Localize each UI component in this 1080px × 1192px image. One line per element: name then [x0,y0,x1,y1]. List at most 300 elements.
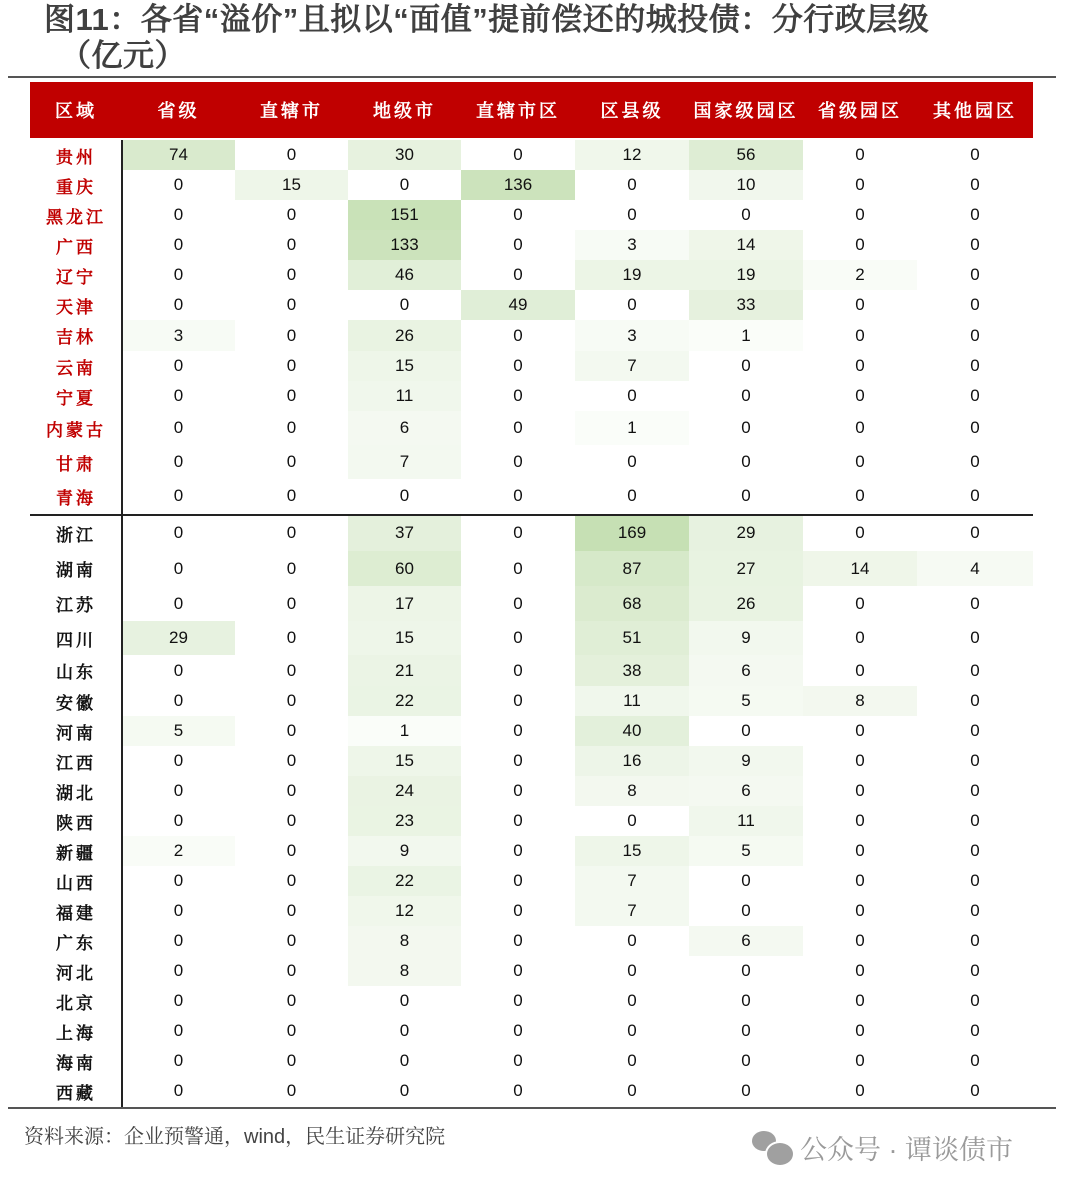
wechat-icon [752,1131,792,1165]
value-cell: 0 [513,691,523,710]
value-cell: 0 [173,205,184,224]
value-cell: 0 [627,1021,637,1040]
value-cell: 0 [855,235,865,254]
value-cell: 0 [855,931,865,950]
region-label: 河南 [56,723,96,744]
table-row [30,381,1033,411]
value-cell: 0 [741,871,751,890]
value-cell: 8 [348,926,461,956]
value-cell: 0 [173,356,184,375]
value-cell: 2 [803,260,917,290]
value-cell: 12 [575,140,689,170]
value-cell: 56 [689,140,803,170]
value-cell: 6 [689,926,803,956]
value-cell: 8 [803,686,917,716]
value-cell: 0 [399,991,410,1010]
value-cell: 0 [286,751,297,770]
table-row [30,260,1033,290]
value-cell: 0 [855,418,865,437]
value-cell: 0 [970,931,980,950]
value-cell: 0 [286,841,297,860]
value-cell: 0 [627,486,637,505]
data-table [30,140,1033,1106]
value-cell: 0 [286,721,297,740]
region-label: 福建 [56,903,96,924]
value-cell: 0 [970,1081,980,1100]
value-cell: 0 [173,811,184,830]
value-cell: 0 [627,205,637,224]
value-cell: 0 [855,523,865,542]
value-cell: 40 [575,716,689,746]
top-rule [8,76,1056,78]
table-row [30,1046,1033,1076]
value-cell: 1 [348,716,461,746]
region-label: 内蒙古 [46,420,106,441]
value-cell: 0 [173,1021,184,1040]
value-cell: 0 [741,721,751,740]
value-cell: 0 [286,660,297,680]
table-row [30,746,1033,776]
table-row [30,1076,1033,1106]
table-row [30,479,1033,513]
value-cell: 0 [173,593,184,613]
table-row [30,140,1033,170]
value-cell: 0 [513,901,523,920]
value-cell: 0 [627,386,637,405]
value-cell: 0 [286,418,297,437]
value-cell: 0 [970,841,980,860]
column-header: 省级园区 [818,101,902,122]
value-cell: 0 [286,145,297,164]
value-cell: 0 [286,265,297,284]
value-cell: 7 [348,445,461,479]
value-cell: 27 [689,551,803,586]
value-cell: 0 [741,1051,751,1070]
value-cell: 0 [399,1081,410,1100]
value-cell: 8 [575,776,689,806]
value-cell: 0 [855,1081,865,1100]
value-cell: 0 [173,1081,184,1100]
value-cell: 0 [855,175,865,194]
column-header: 区域 [55,101,97,122]
value-cell: 0 [286,628,297,647]
value-cell: 0 [513,558,523,578]
table-row [30,170,1033,200]
value-cell: 0 [173,961,184,980]
value-cell: 0 [286,781,297,800]
value-cell: 87 [575,551,689,586]
region-label: 广西 [56,237,96,258]
value-cell: 0 [970,871,980,890]
region-label: 海南 [56,1053,96,1074]
region-label: 天津 [56,297,96,318]
value-cell: 0 [286,1051,297,1070]
table-row [30,655,1033,686]
table-row [30,351,1033,381]
table-row [30,896,1033,926]
value-cell: 22 [348,866,461,896]
region-label: 西藏 [56,1083,96,1104]
value-cell: 0 [286,1021,297,1040]
value-cell: 16 [575,746,689,776]
value-cell: 68 [575,586,689,621]
value-cell: 0 [286,295,297,314]
value-cell: 0 [513,961,523,980]
value-cell: 133 [348,230,461,260]
value-cell: 0 [970,175,980,194]
value-cell: 0 [173,386,184,405]
value-cell: 0 [855,325,865,345]
value-cell: 1 [689,320,803,351]
value-cell: 29 [122,621,235,655]
table-header [30,82,1033,138]
value-cell: 0 [741,452,751,471]
value-cell: 5 [689,686,803,716]
region-label: 新疆 [56,843,96,864]
column-header: 直辖市区 [476,101,560,122]
title-line-1: 图11：各省“溢价”且拟以“面值”提前偿还的城投债：分行政层级 [44,2,930,37]
value-cell: 0 [513,386,523,405]
column-header: 国家级园区 [693,101,799,122]
value-cell: 0 [970,781,980,800]
table-row [30,806,1033,836]
value-cell: 10 [689,170,803,200]
watermark [752,1128,1013,1167]
chart-title [44,2,1064,74]
value-cell: 0 [399,1051,410,1070]
value-cell: 1 [575,411,689,445]
region-label: 江苏 [56,596,96,616]
value-cell: 0 [286,991,297,1010]
region-label: 四川 [56,630,96,651]
value-cell: 0 [173,265,184,284]
region-label: 上海 [56,1023,96,1044]
value-cell: 0 [855,593,865,613]
value-cell: 37 [348,515,461,551]
value-cell: 0 [399,295,410,314]
value-cell: 0 [970,205,980,224]
value-cell: 0 [173,418,184,437]
region-label: 青海 [56,488,96,509]
value-cell: 0 [970,1021,980,1040]
value-cell: 0 [513,356,523,375]
value-cell: 7 [575,866,689,896]
value-cell: 0 [970,356,980,375]
value-cell: 0 [970,295,980,314]
value-cell: 15 [348,621,461,655]
value-cell: 0 [970,691,980,710]
value-cell: 0 [513,841,523,860]
source-note: 资料来源：企业预警通，wind，民生证券研究院 [24,1126,446,1148]
value-cell: 0 [855,901,865,920]
value-cell: 0 [286,811,297,830]
value-cell: 0 [173,523,184,542]
bottom-rule [8,1107,1056,1109]
value-cell: 0 [970,901,980,920]
table-row [30,866,1033,896]
group-separator [30,514,1033,516]
value-cell: 6 [689,776,803,806]
value-cell: 0 [173,931,184,950]
value-cell: 0 [855,1051,865,1070]
value-cell: 0 [513,751,523,770]
value-cell: 12 [348,896,461,926]
region-label: 广东 [56,933,96,954]
value-cell: 14 [803,551,917,586]
value-cell: 0 [513,235,523,254]
table-row [30,230,1033,260]
value-cell: 0 [627,452,637,471]
value-cell: 0 [970,418,980,437]
value-cell: 0 [970,991,980,1010]
value-cell: 0 [286,593,297,613]
table-row [30,200,1033,230]
title-line-2: （亿元） [60,38,186,73]
value-cell: 5 [689,836,803,866]
value-cell: 33 [689,290,803,320]
value-cell: 0 [970,486,980,505]
value-cell: 0 [286,961,297,980]
region-label: 浙江 [56,525,96,546]
value-cell: 0 [741,991,751,1010]
value-cell: 0 [970,961,980,980]
value-cell: 0 [399,1021,410,1040]
table-row [30,290,1033,320]
value-cell: 0 [513,205,523,224]
value-cell: 0 [855,1021,865,1040]
table-row [30,445,1033,479]
table-row [30,926,1033,956]
value-cell: 169 [575,515,689,551]
region-label: 重庆 [56,177,96,198]
column-header: 直辖市 [260,101,323,122]
value-cell: 0 [173,235,184,254]
value-cell: 0 [173,486,184,505]
region-label: 陕西 [56,813,96,834]
value-cell: 9 [348,836,461,866]
value-cell: 0 [513,721,523,740]
value-cell: 0 [970,1051,980,1070]
value-cell: 0 [855,295,865,314]
value-cell: 0 [513,418,523,437]
value-cell: 7 [575,351,689,381]
value-cell: 22 [348,686,461,716]
value-cell: 19 [689,260,803,290]
value-cell: 0 [855,628,865,647]
table-row [30,776,1033,806]
value-cell: 9 [689,621,803,655]
value-cell: 0 [970,593,980,613]
column-header: 其他园区 [933,101,1017,122]
region-label: 宁夏 [56,388,96,409]
value-cell: 0 [286,356,297,375]
table-row [30,515,1033,551]
table-row [30,551,1033,586]
value-cell: 0 [855,751,865,770]
value-cell: 0 [286,523,297,542]
value-cell: 0 [855,486,865,505]
region-label: 江西 [56,753,96,774]
table-row [30,320,1033,351]
value-cell: 0 [970,452,980,471]
value-cell: 136 [461,170,575,200]
value-cell: 0 [173,558,184,578]
value-cell: 74 [122,140,235,170]
value-cell: 0 [513,265,523,284]
value-cell: 0 [173,295,184,314]
value-cell: 0 [855,721,865,740]
value-cell: 0 [970,811,980,830]
value-cell: 0 [627,1081,637,1100]
value-cell: 14 [689,230,803,260]
value-cell: 2 [122,836,235,866]
value-cell: 0 [513,452,523,471]
value-cell: 0 [855,145,865,164]
region-label: 贵州 [56,147,96,168]
table-row [30,411,1033,445]
value-cell: 0 [173,175,184,194]
value-cell: 0 [627,811,637,830]
value-cell: 0 [286,1081,297,1100]
value-cell: 21 [348,655,461,686]
value-cell: 0 [173,901,184,920]
value-cell: 0 [855,781,865,800]
value-cell: 49 [461,290,575,320]
value-cell: 0 [855,205,865,224]
value-cell: 0 [855,961,865,980]
table-row [30,686,1033,716]
value-cell: 0 [286,386,297,405]
value-cell: 0 [970,751,980,770]
value-cell: 26 [689,586,803,621]
region-label: 黑龙江 [46,207,106,228]
value-cell: 0 [513,593,523,613]
value-cell: 0 [970,145,980,164]
value-cell: 0 [741,418,751,437]
value-cell: 0 [627,961,637,980]
value-cell: 0 [970,386,980,405]
value-cell: 0 [627,1051,637,1070]
value-cell: 0 [173,991,184,1010]
value-cell: 0 [741,486,751,505]
value-cell: 0 [855,991,865,1010]
value-cell: 0 [855,386,865,405]
column-header: 地级市 [373,101,436,122]
value-cell: 0 [741,1081,751,1100]
value-cell: 0 [513,811,523,830]
value-cell: 0 [399,175,410,194]
region-label: 山西 [56,873,96,894]
value-cell: 0 [513,145,523,164]
table-row [30,1016,1033,1046]
region-label: 湖南 [56,561,96,581]
column-header: 省级 [157,101,200,122]
region-column-divider [121,140,123,1107]
value-cell: 0 [173,1051,184,1070]
value-cell: 0 [627,175,637,194]
value-cell: 11 [575,686,689,716]
value-cell: 0 [741,356,751,375]
value-cell: 0 [855,356,865,375]
value-cell: 0 [513,781,523,800]
region-label: 辽宁 [56,267,96,288]
value-cell: 0 [970,721,980,740]
value-cell: 0 [855,811,865,830]
value-cell: 0 [513,1051,523,1070]
value-cell: 0 [286,452,297,471]
value-cell: 38 [575,655,689,686]
value-cell: 0 [855,841,865,860]
value-cell: 51 [575,621,689,655]
table-row [30,621,1033,655]
value-cell: 3 [575,320,689,351]
value-cell: 0 [173,781,184,800]
value-cell: 23 [348,806,461,836]
value-cell: 0 [970,523,980,542]
value-cell: 0 [286,901,297,920]
value-cell: 0 [627,991,637,1010]
value-cell: 29 [689,515,803,551]
watermark-text: 公众号 · 谭谈债市 [800,1135,1013,1165]
value-cell: 151 [348,200,461,230]
value-cell: 15 [348,351,461,381]
value-cell: 0 [970,660,980,680]
value-cell: 0 [855,871,865,890]
table-row [30,716,1033,746]
value-cell: 0 [173,452,184,471]
value-cell: 0 [513,660,523,680]
value-cell: 19 [575,260,689,290]
value-cell: 0 [970,265,980,284]
value-cell: 0 [970,235,980,254]
value-cell: 0 [970,325,980,345]
value-cell: 0 [741,901,751,920]
value-cell: 0 [286,931,297,950]
value-cell: 0 [513,931,523,950]
value-cell: 24 [348,776,461,806]
value-cell: 0 [513,871,523,890]
value-cell: 4 [917,551,1033,586]
value-cell: 3 [575,230,689,260]
table-row [30,986,1033,1016]
value-cell: 0 [286,871,297,890]
region-label: 云南 [56,358,96,379]
table-row [30,586,1033,621]
value-cell: 0 [970,628,980,647]
value-cell: 0 [513,523,523,542]
region-label: 北京 [56,993,96,1014]
value-cell: 0 [741,961,751,980]
region-label: 吉林 [56,328,96,348]
table-row [30,836,1033,866]
value-cell: 15 [235,170,348,200]
value-cell: 0 [173,871,184,890]
value-cell: 0 [286,558,297,578]
region-label: 安徽 [56,693,96,714]
value-cell: 0 [513,628,523,647]
value-cell: 0 [741,1021,751,1040]
value-cell: 0 [513,1081,523,1100]
value-cell: 0 [855,660,865,680]
value-cell: 11 [348,381,461,411]
region-label: 山东 [56,663,96,683]
value-cell: 0 [741,386,751,405]
value-cell: 0 [399,486,410,505]
value-cell: 0 [286,325,297,345]
column-header: 区县级 [600,101,664,122]
value-cell: 9 [689,746,803,776]
value-cell: 0 [741,205,751,224]
